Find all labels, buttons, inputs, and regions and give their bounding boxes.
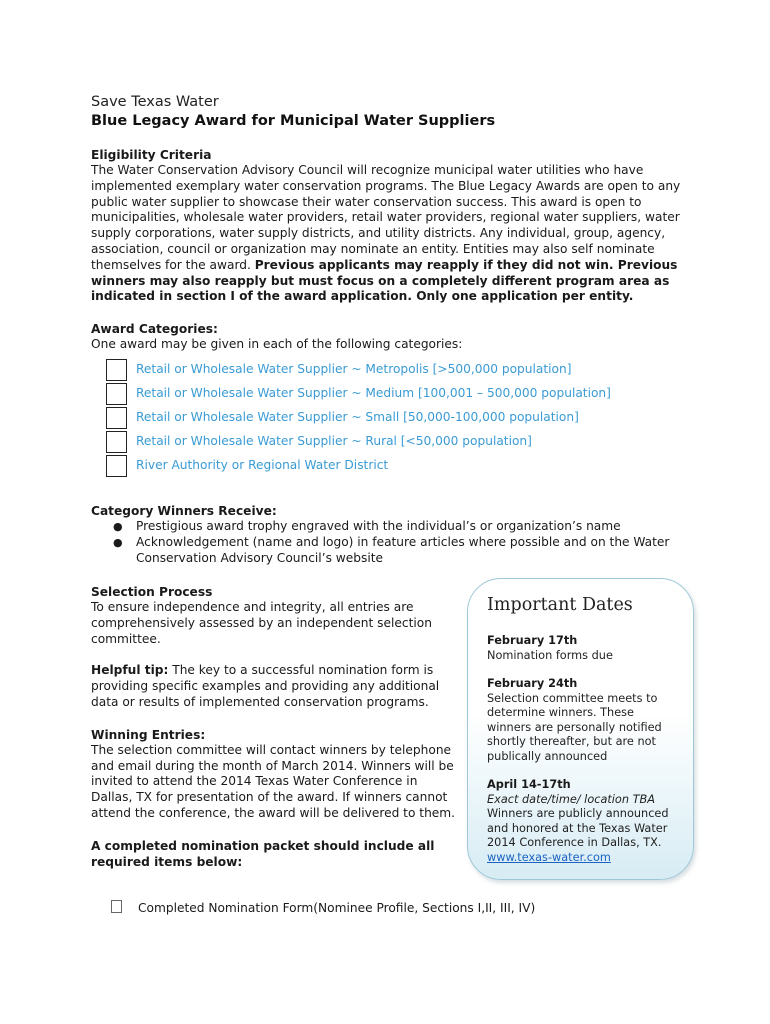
list-item-text: Prestigious award trophy engraved with the individual’s or organization’s name	[136, 519, 621, 533]
org-name: Save Texas Water	[91, 94, 219, 110]
category-label: Retail or Wholesale Water Supplier ~ Medium [100,001 – 500,000 population]	[136, 386, 611, 400]
eligibility-text	[91, 163, 691, 305]
helpful-tip-label: Helpful tip:	[91, 663, 169, 678]
date-apr-text: Winners are publicly announced and honored at the Texas Water 2014 Conference in Dallas, TX.	[487, 807, 669, 849]
category-checkbox[interactable]	[106, 455, 127, 477]
winners-receive-list	[91, 519, 691, 566]
packet-note: A completed nomination packet should include all required items below:	[91, 838, 435, 869]
date-apr-14-17: April 14-17th	[487, 778, 571, 791]
selection-heading: Selection Process	[91, 585, 213, 599]
eligibility-bold-note: Previous applicants may reapply if they did not win. Previous winners may also reapply but must focus on a completely different program area as indicated in section I of the award application. Only one application per entity.	[91, 257, 678, 304]
category-label: Retail or Wholesale Water Supplier ~ Rural [<50,000 population]	[136, 434, 532, 448]
winners-receive-section	[91, 503, 691, 566]
date-feb-24-text: Selection committee meets to determine winners. These winners are personally notified shortly thereafter, but are not publically announced	[487, 691, 662, 763]
texas-water-link[interactable]: www.texas-water.com	[487, 850, 611, 864]
process-column	[91, 584, 461, 870]
category-label: Retail or Wholesale Water Supplier ~ Metropolis [>500,000 population]	[136, 362, 572, 376]
date-apr-italic-note: Exact date/time/ location TBA	[487, 792, 655, 806]
bullet-icon: ●	[113, 520, 123, 533]
date-feb-17: February 17th	[487, 634, 578, 647]
category-checkbox[interactable]	[106, 407, 127, 429]
list-item-text: Acknowledgement (name and logo) in feature articles where possible and on the Water Conservation Advisory Council’s website	[136, 534, 670, 565]
eligibility-heading: Eligibility Criteria	[91, 148, 212, 162]
award-categories-section	[91, 321, 691, 353]
category-checkbox[interactable]	[106, 359, 127, 381]
checklist-item	[111, 900, 535, 915]
important-dates-list	[487, 634, 677, 865]
document-title: Blue Legacy Award for Municipal Water Suppliers	[91, 113, 496, 129]
checklist-item-text: Completed Nomination Form(Nominee Profile, Sections I,II, III, IV)	[138, 901, 536, 915]
winning-entries-text: The selection committee will contact winners by telephone and email during the month of March 2014. Winners will be invited to attend the 2014 Texas Water Conference in Dallas, TX for presentation of the award. If winners cannot attend the conference, the award will be delivered to them.	[91, 742, 456, 820]
checkbox-icon[interactable]	[111, 900, 122, 913]
helpful-tip	[91, 663, 461, 710]
category-checkbox[interactable]	[106, 383, 127, 405]
eligibility-section	[91, 147, 691, 305]
helpful-tip-text: The key to a successful nomination form is providing specific examples and providing any additional data or results of implemented conservation programs.	[91, 663, 440, 709]
important-dates-box	[467, 578, 694, 880]
bullet-icon: ●	[113, 535, 123, 549]
category-label: River Authority or Regional Water District	[136, 458, 389, 472]
award-categories-heading: Award Categories:	[91, 322, 218, 336]
winners-receive-heading: Category Winners Receive:	[91, 504, 277, 518]
date-feb-17-text: Nomination forms due	[487, 648, 613, 662]
list-item	[91, 519, 691, 535]
award-categories-intro: One award may be given in each of the following categories:	[91, 337, 463, 351]
category-label: Retail or Wholesale Water Supplier ~ Small [50,000-100,000 population]	[136, 410, 579, 424]
selection-text: To ensure independence and integrity, all entries are comprehensively assessed by an independent selection committee.	[91, 600, 432, 646]
important-dates-title: Important Dates	[487, 595, 633, 615]
category-checkbox[interactable]	[106, 431, 127, 453]
winning-entries-heading: Winning Entries:	[91, 727, 206, 742]
list-item	[91, 535, 691, 567]
date-feb-24: February 24th	[487, 677, 578, 690]
eligibility-body: The Water Conservation Advisory Council will recognize municipal water utilities who have implemented exemplary water conservation programs. The Blue Legacy Awards are open to any public water supplier to showcase their water conservation success. This award is open to municipalities, wholesale water providers, retail water providers, regional water suppliers, water supply corporations, water supply districts, and utility districts. Any individual, group, agency, association, council or organization may nominate an entity. Entities may also self nominate themselves for the award.	[91, 163, 681, 272]
